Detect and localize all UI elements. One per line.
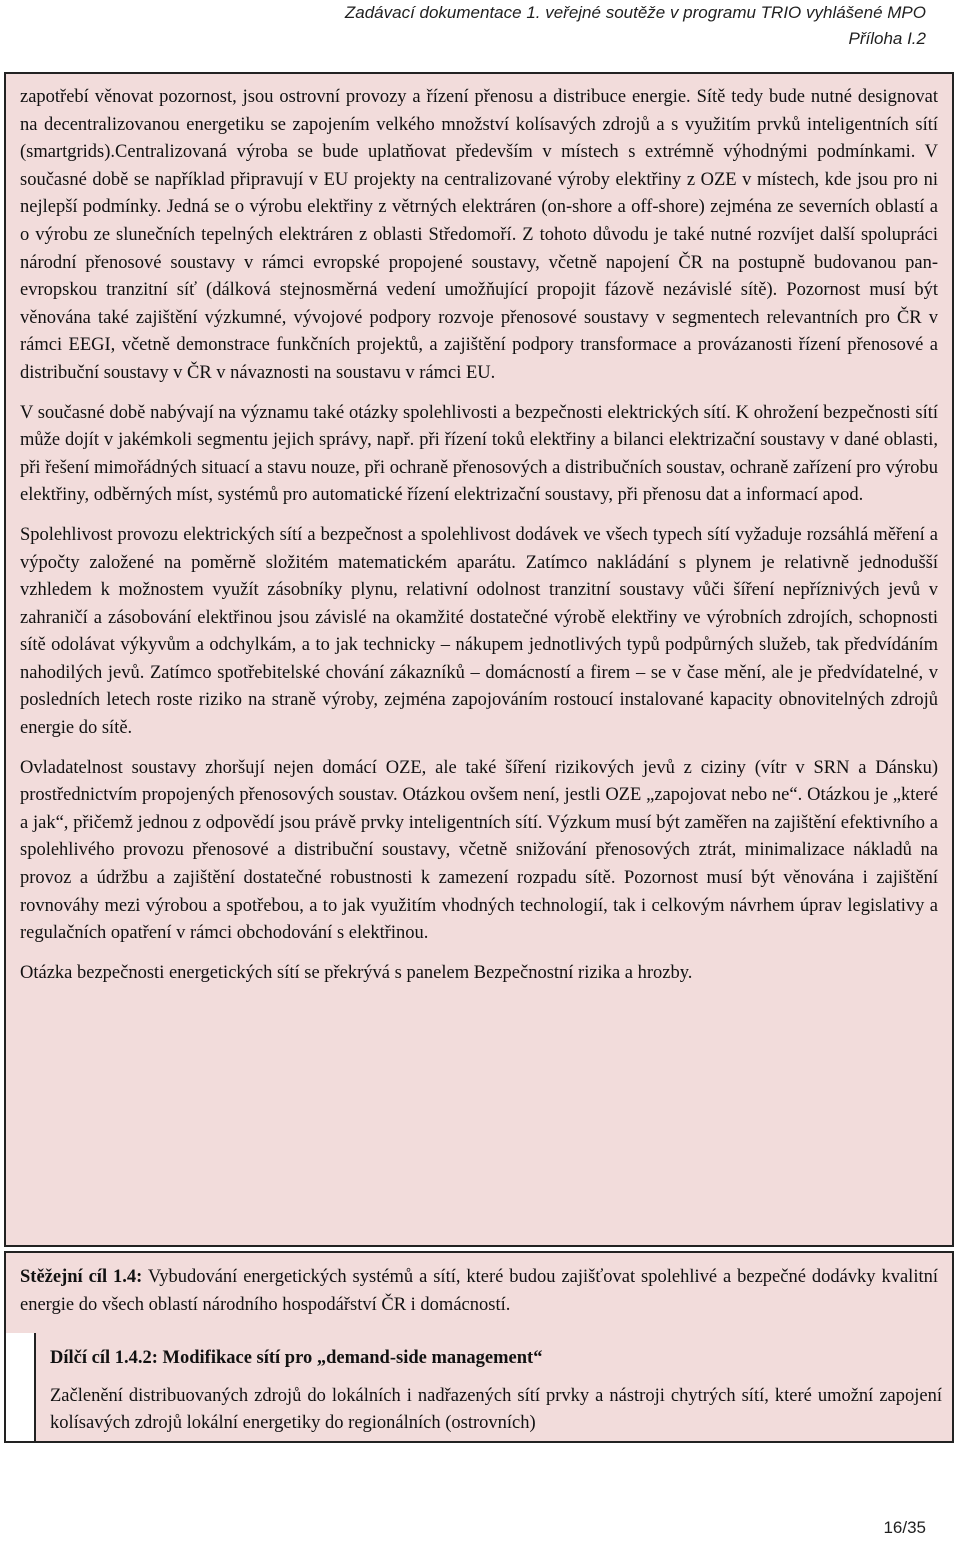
subgoal-title: Dílčí cíl 1.4.2: Modifikace sítí pro „demand-side management“ [50, 1348, 543, 1368]
subgoal-box [34, 1333, 952, 1441]
key-goal-label: Stěžejní cíl 1.4: [20, 1267, 143, 1287]
paragraph-4: Ovladatelnost soustavy zhoršují nejen domácí OZE, ale také šíření rizikových jevů z ciziny (vítr v SRN a Dánsku) prostřednictvím propojených přenosových soustav. Otázkou ovšem není, jestli OZE „zapojovat nebo ne“. Otázkou je „které a jak“, přičemž jednou z odpovědí jsou právě prvky inteligentních sítí. Výzkum musí být zaměřen na zajištění efektivního a spolehlivého provozu přenosové a distribuční soustavy, včetně snižování přenosových ztrát, minimalizace nákladů na provoz a údržbu a zajištění dostatečné robustnosti k zamezení rozpadu sítě. Pozornost musí být věnována i zajištění rovnováhy mezi výrobou a spotřebou, a to jak využitím vhodných technologií, tak i celkovým návrhem úprav legislativy a regulačních opatření v rámci obchodování s elektřinou. [20, 757, 938, 944]
document-header [345, 0, 926, 52]
header-title: Zadávací dokumentace 1. veřejné soutěže v programu TRIO vyhlášené MPO [344, 3, 926, 22]
paragraph-3: Spolehlivost provozu elektrických sítí a bezpečnost a spolehlivost dodávek ve všech typech sítí vyžaduje rozsáhlá měření a výpočty založené na poměrně složitém matematickém aparátu. Zatímco nakládání s plynem je relativně jednodušší vzhledem k možnostem využít zásobníky plynu, relativní odolnost tranzitní soustavy vůči šíření nepříznivých jevů v zahraničí a zásobování elektřinou jsou závislé na okamžité dostatečné výrobě elektřiny ve výrobních zdrojích, schopnosti sítě odolávat výkyvům a odchylkám, a to jak technicky – nákupem jednotlivých typů podpůrných služeb, tak předvídáním nahodilých jevů. Zatímco spotřebitelské chování zákazníků – domácností a firem – se v čase mění, ale je předvídatelné, v posledních letech roste riziko na straně výroby, zejména zapojováním rostoucí instalované kapacity obnovitelných zdrojů energie do sítě. [20, 524, 938, 739]
subgoal-text: Začlenění distribuovaných zdrojů do lokálních i nadřazených sítí prvky a nástroji chytrých sítí, které umožní zapojení kolísavých zdrojů lokální energetiky do regionálních (ostrovních) [50, 1386, 942, 1433]
key-goal-box [4, 1251, 954, 1335]
key-goal [20, 1263, 938, 1319]
main-text-box [4, 72, 954, 1247]
subgoal-table [4, 1333, 954, 1443]
header-attachment: Příloha I.2 [848, 29, 926, 48]
paragraph-2: V současné době nabývají na významu také otázky spolehlivosti a bezpečnosti elektrických sítí. K ohrožení bezpečnosti sítí může dojít v jakémkoli segmentu jejich správy, např. při řízení toků elektřiny a bilanci elektrizační soustavy v dané oblasti, při řešení mimořádných situací a stavu nouze, při ochraně přenosových a distribučních soustav, ochraně zařízení pro výrobu elektřiny, odběrných míst, systémů pro automatické řízení elektrizační soustavy, při přenosu dat a informací apod. [20, 402, 938, 506]
key-goal-text: Vybudování energetických systémů a sítí, které budou zajišťovat spolehlivé a bezpečné dodávky kvalitní energie do všech oblastí národního hospodářství ČR i domácností. [20, 1267, 938, 1315]
page-number: 16/35 [883, 1518, 926, 1537]
paragraph-5: Otázka bezpečnosti energetických sítí se překrývá s panelem Bezpečnostní rizika a hrozby. [20, 962, 693, 983]
paragraph-1: zapotřebí věnovat pozornost, jsou ostrovní provozy a řízení přenosu a distribuce energie. Sítě tedy bude nutné designovat na decentralizovanou energetiku se zapojením velkého množství kolísavých zdrojů a s využitím prvků inteligentních sítí (smartgrids).Centralizovaná výroba se bude uplatňovat především v místech s extrémně výhodnými podmínkami. V současné době se například připravují v EU projekty na centralizované výroby elektřiny z OZE v místech, kde jsou pro ni nejlepší podmínky. Jedná se o výrobu elektřiny z větrných elektráren (on-shore a off-shore) zejména ze severních oblastí a o výrobu ze slunečních tepelných elektráren z oblasti Středomoří. Z tohoto důvodu je také nutné rozvíjet další spolupráci národní přenosové soustavy v rámci evropské propojené soustavy, včetně napojení ČR na postupně budovanou pan-evropskou tranzitní síť (dálková stejnosměrná vedení umožňující propojit fázově nezávislé sítě). Pozornost musí být věnována také zajištění výzkumné, vývojové podpory rozvoje přenosové soustavy v segmentech relevantních pro ČR v rámci EEGI, včetně demonstrace funkčních projektů, a zajištění podpory transformace a provázanosti řízení přenosové a distribuční soustavy v ČR v návaznosti na soustavu v rámci EU. [20, 87, 938, 383]
